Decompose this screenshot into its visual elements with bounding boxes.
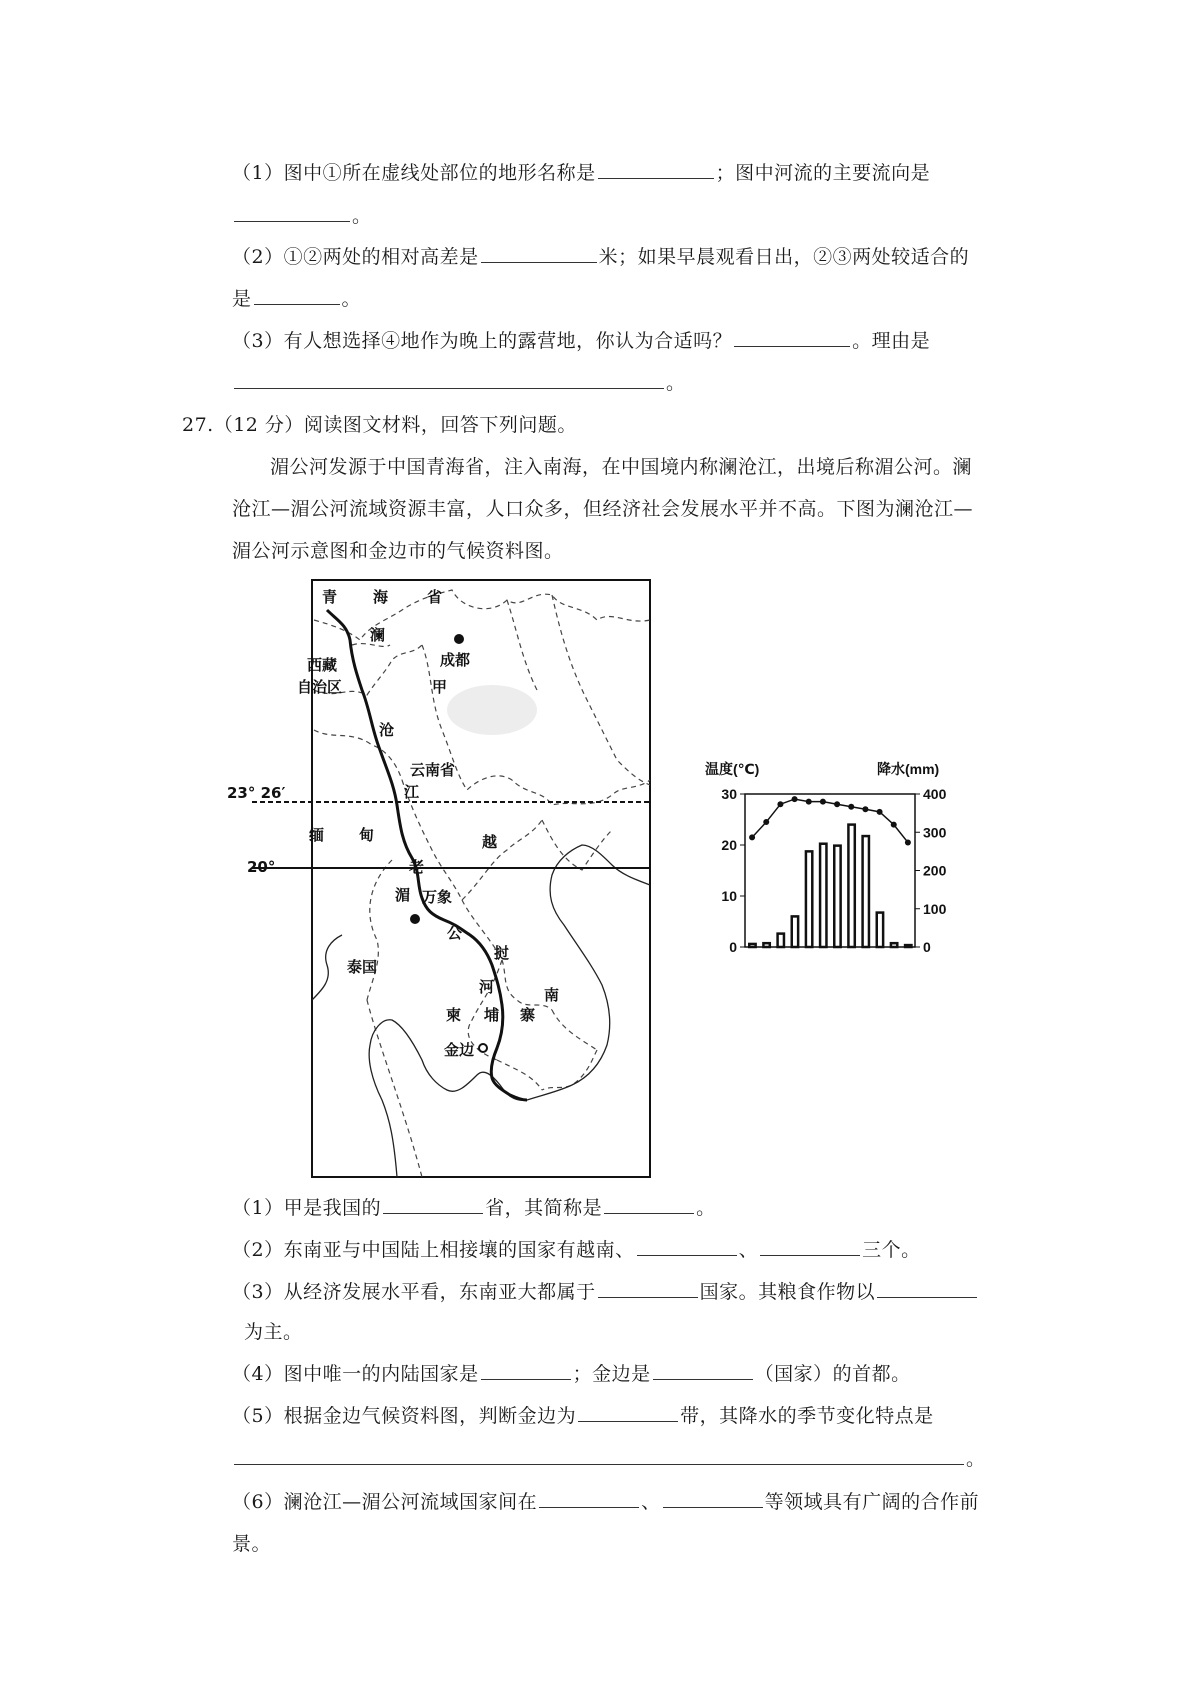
label-cang: 沧 — [379, 721, 395, 739]
q27-sub3-text-a: （3）从经济发展水平看，东南亚大都属于 — [232, 1281, 596, 1303]
answer-blank[interactable] — [234, 203, 350, 222]
precipitation-bar — [806, 851, 812, 947]
precipitation-bar — [891, 943, 897, 947]
q27-sub4-text-c: （国家）的首都。 — [754, 1363, 911, 1385]
y2-tick-label: 100 — [923, 900, 947, 917]
precipitation-bars — [749, 825, 911, 947]
q26-part1-cont — [232, 203, 372, 229]
mekong-river-map — [227, 580, 682, 1180]
temperature-point — [905, 839, 911, 845]
temperature-line — [749, 796, 911, 845]
temperature-point — [862, 806, 868, 812]
label-chengdu: 成都 — [440, 651, 471, 669]
vientiane-city-marker — [410, 914, 420, 924]
label-lat-20: 20° — [247, 858, 276, 876]
label-jia: 甲 — [432, 678, 448, 696]
answer-blank[interactable] — [481, 1361, 571, 1380]
answer-blank[interactable] — [234, 1446, 964, 1465]
q26-part2-cont — [232, 286, 361, 312]
sichuan-basin-shade — [447, 685, 537, 735]
phnom-penh-city-marker — [479, 1044, 487, 1052]
temperature-point — [777, 801, 783, 807]
answer-blank[interactable] — [578, 1403, 678, 1422]
answer-blank[interactable] — [539, 1489, 639, 1508]
precipitation-bar — [877, 913, 883, 947]
temperature-point — [749, 834, 755, 840]
answer-blank[interactable] — [663, 1489, 763, 1508]
label-xizang: 西藏 — [307, 656, 338, 674]
label-yunnan: 云南省 — [410, 761, 456, 779]
label-qinghai-2: 海 — [373, 588, 389, 606]
y2-tick-label: 0 — [923, 939, 931, 955]
answer-blank[interactable] — [598, 160, 714, 179]
q27-sub3-text-b: 国家。其粮食作物以 — [699, 1281, 876, 1303]
precipitation-bar — [834, 846, 840, 947]
label-jiang: 江 — [404, 783, 420, 801]
label-jinbian: 金边 — [444, 1041, 475, 1059]
label-qinghai-1: 青 — [322, 588, 338, 606]
temperature-point — [806, 799, 812, 805]
precipitation-bar — [749, 944, 755, 947]
temperature-polyline — [752, 799, 908, 842]
label-wanxiang: 万象 — [422, 888, 453, 906]
answer-blank[interactable] — [653, 1361, 753, 1380]
answer-blank[interactable] — [481, 244, 597, 263]
temperature-point — [792, 796, 798, 802]
q27-paragraph-line2: 沧江—湄公河流域资源丰富，人口众多，但经济社会发展水平并不高。下图为澜沧江— — [232, 498, 974, 520]
precipitation-bar — [848, 825, 854, 947]
label-zhai: 寨 — [520, 1006, 536, 1024]
y-tick-label: 0 — [729, 939, 737, 955]
q27-sub6-cont: 景。 — [232, 1533, 272, 1555]
q26-part3 — [232, 328, 930, 354]
q27-sub2 — [232, 1237, 921, 1263]
label-pu: 埔 — [484, 1006, 500, 1024]
period: 。 — [666, 372, 686, 394]
precipitation-bar — [792, 916, 798, 947]
q27-sub1 — [232, 1195, 716, 1221]
answer-blank[interactable] — [254, 286, 340, 305]
label-nan: 南 — [544, 986, 560, 1004]
period: 。 — [341, 288, 362, 310]
chengdu-city-marker — [454, 634, 464, 644]
label-lao: 老 — [409, 858, 425, 876]
y2-tick-label: 400 — [923, 786, 947, 802]
precipitation-bar — [905, 945, 911, 947]
label-lan: 澜 — [370, 626, 386, 644]
y-tick-label: 20 — [721, 837, 737, 853]
precipitation-bar — [820, 844, 826, 947]
q27-sub6-text-a: （6）澜沧江—湄公河流域国家间在 — [232, 1491, 538, 1513]
y2-tick-label: 200 — [923, 862, 947, 879]
q27-sub3 — [232, 1279, 979, 1305]
period: 。 — [696, 1197, 716, 1219]
q27-sub1-text-b: 省，其简称是 — [485, 1197, 603, 1219]
label-he: 河 — [479, 978, 495, 996]
q27-header: 27.（12 分）阅读图文材料，回答下列问题。 — [182, 414, 577, 436]
y2-axis-label: 降水(mm) — [877, 761, 940, 777]
label-gong: 公 — [447, 924, 463, 942]
y-tick-label: 10 — [721, 888, 737, 904]
q26-part2-text-b: 米；如果早晨观看日出，②③两处较适合的 — [598, 246, 970, 268]
label-mian: 缅 — [309, 826, 325, 844]
label-wo: 挝 — [494, 944, 510, 962]
q27-sub2-text-b: 、 — [738, 1239, 759, 1261]
answer-blank[interactable] — [734, 328, 850, 347]
period: 。 — [352, 205, 372, 227]
q26-part1 — [232, 160, 930, 186]
q27-paragraph-line1: 湄公河发源于中国青海省，注入南海，在中国境内称澜沧江，出境后称湄公河。澜 — [270, 456, 973, 478]
answer-blank[interactable] — [598, 1279, 698, 1298]
q26-part3-text-b: 。理由是 — [852, 330, 931, 352]
answer-blank[interactable] — [877, 1279, 977, 1298]
answer-blank[interactable] — [760, 1237, 860, 1256]
y-axis-label: 温度(℃) — [705, 761, 760, 777]
q27-sub5-text-a: （5）根据金边气候资料图，判断金边为 — [232, 1405, 577, 1427]
q27-sub5-text-b: 带，其降水的季节变化特点是 — [680, 1405, 934, 1427]
label-lat-23-26: 23° 26′ — [227, 784, 286, 802]
label-taiguo: 泰国 — [347, 958, 378, 976]
precipitation-bar — [778, 934, 784, 947]
q27-sub5 — [232, 1403, 934, 1429]
phnom-penh-climate-chart — [705, 762, 975, 962]
q27-sub3-cont: 为主。 — [244, 1321, 303, 1343]
label-yue: 越 — [482, 833, 498, 851]
q26-part3-text-a: （3）有人想选择④地作为晚上的露营地，你认为合适吗？ — [232, 330, 733, 352]
temperature-point — [820, 799, 826, 805]
q26-part1-text-b: ；图中河流的主要流向是 — [715, 162, 931, 184]
q27-sub5-cont — [232, 1446, 986, 1472]
answer-blank[interactable] — [234, 370, 664, 389]
temperature-point — [848, 804, 854, 810]
y-tick-label: 30 — [721, 786, 737, 802]
answer-blank[interactable] — [604, 1195, 694, 1214]
q26-part1-text-a: （1）图中①所在虚线处部位的地形名称是 — [232, 162, 596, 184]
temperature-point — [834, 801, 840, 807]
q26-part2-text-a: （2）①②两处的相对高差是 — [232, 246, 479, 268]
label-jian: 柬 — [446, 1006, 462, 1024]
label-qinghai-3: 省 — [427, 588, 443, 606]
q26-part2 — [232, 244, 969, 270]
q27-sub2-text-a: （2）东南亚与中国陆上相接壤的国家有越南、 — [232, 1239, 635, 1261]
q26-part2-text-c: 是 — [232, 288, 252, 310]
q27-sub6-text-c: 等领域具有广阔的合作前 — [764, 1491, 980, 1513]
label-zizhiqu: 自治区 — [297, 678, 343, 696]
q27-sub2-text-c: 三个。 — [862, 1239, 921, 1261]
temperature-point — [763, 819, 769, 825]
q26-part3-cont — [232, 370, 686, 396]
temperature-point — [877, 809, 883, 815]
q27-sub1-text-a: （1）甲是我国的 — [232, 1197, 382, 1219]
label-mei: 湄 — [395, 886, 411, 904]
y2-tick-label: 300 — [923, 824, 947, 841]
q27-paragraph-line3: 湄公河示意图和金边市的气候资料图。 — [232, 540, 564, 562]
q27-sub4 — [232, 1361, 911, 1387]
answer-blank[interactable] — [637, 1237, 737, 1256]
precipitation-bar — [763, 943, 769, 947]
label-dian: 甸 — [359, 826, 375, 844]
period: 。 — [966, 1448, 986, 1470]
answer-blank[interactable] — [383, 1195, 483, 1214]
temperature-point — [891, 822, 897, 828]
q27-sub6-text-b: 、 — [641, 1491, 661, 1513]
precipitation-bar — [863, 836, 869, 947]
q27-sub4-text-b: ；金边是 — [572, 1363, 651, 1385]
q27-sub6 — [232, 1489, 979, 1515]
q27-sub4-text-a: （4）图中唯一的内陆国家是 — [232, 1363, 479, 1385]
